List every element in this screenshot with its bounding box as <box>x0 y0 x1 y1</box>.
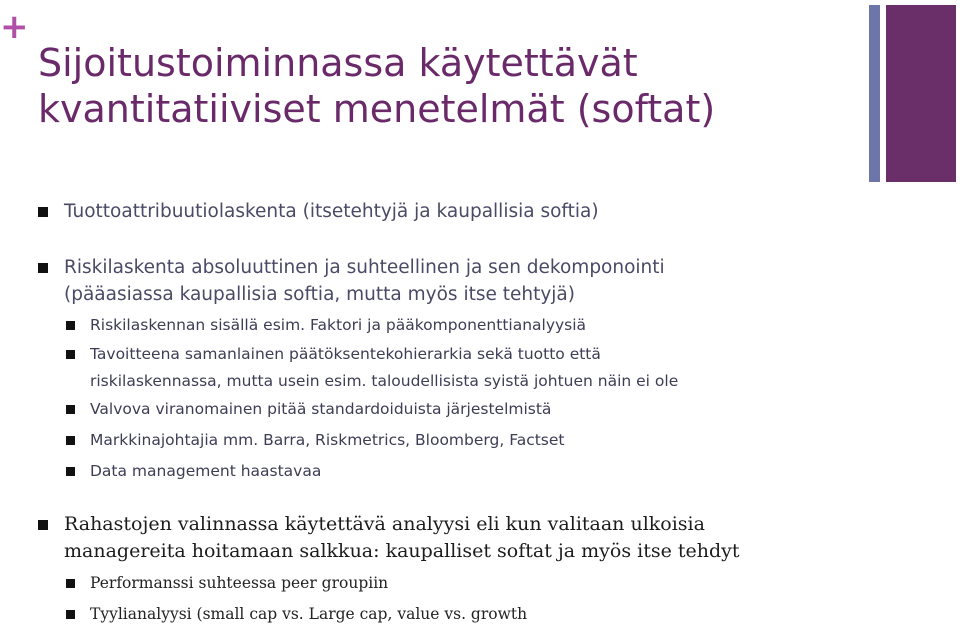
sub-bullet-text: riskilaskennassa, mutta usein esim. taloudellisista syistä johtuen näin ei ole <box>90 372 679 390</box>
sub-bullet-text: Valvova viranomainen pitää standardoiduista järjestelmistä <box>90 400 552 418</box>
bullet-item <box>64 254 665 308</box>
bullet-item <box>64 511 740 565</box>
sub-bullet-item <box>90 396 551 423</box>
square-bullet-icon <box>66 436 75 445</box>
sub-bullet-item <box>90 458 321 485</box>
square-bullet-icon <box>38 207 48 217</box>
sub-bullet-text: Tyylianalyysi (small cap vs. Large cap, value vs. growth <box>90 605 528 623</box>
square-bullet-icon <box>66 610 75 619</box>
slide-title <box>38 40 715 132</box>
bullet-text: (pääasiassa kaupallisia softia, mutta myös itse tehtyjä) <box>64 284 575 305</box>
slide-title-line: kvantitatiiviset menetelmät (softat) <box>38 87 716 131</box>
sub-bullet-item <box>90 427 564 454</box>
decorative-bar-thick <box>886 5 956 182</box>
bullet-text: Rahastojen valinnassa käytettävä analyysi eli kun valitaan ulkoisia <box>64 513 705 535</box>
sub-bullet-item <box>90 312 586 339</box>
sub-bullet-text: Riskilaskennan sisällä esim. Faktori ja pääkomponenttianalyysiä <box>90 316 587 334</box>
sub-bullet-text: Performanssi suhteessa peer groupiin <box>90 574 389 592</box>
square-bullet-icon <box>66 467 75 476</box>
sub-bullet-item <box>90 570 388 597</box>
bullet-item <box>64 198 599 225</box>
bullet-text: Tuottoattribuutiolaskenta (itsetehtyjä ja kaupallisia softia) <box>64 201 599 222</box>
square-bullet-icon <box>38 263 48 273</box>
sub-bullet-text: Markkinajohtajia mm. Barra, Riskmetrics, Bloomberg, Factset <box>90 431 565 449</box>
square-bullet-icon <box>66 350 75 359</box>
bullet-text: managereita hoitamaan salkkua: kaupalliset softat ja myös itse tehdyt <box>64 540 740 562</box>
bullet-text: Riskilaskenta absoluuttinen ja suhteellinen ja sen dekomponointi <box>64 257 665 278</box>
sub-bullet-item <box>90 341 678 395</box>
square-bullet-icon <box>66 405 75 414</box>
sub-bullet-text: Tavoitteena samanlainen päätöksentekohierarkia sekä tuotto että <box>90 345 601 363</box>
decorative-bar-thin <box>869 5 880 182</box>
square-bullet-icon <box>66 321 75 330</box>
slide-title-line: Sijoitustoiminnassa käytettävät <box>38 41 638 85</box>
sub-bullet-item <box>90 601 527 628</box>
plus-mark-icon: + <box>0 7 29 47</box>
sub-bullet-text: Data management haastavaa <box>90 462 322 480</box>
square-bullet-icon <box>38 520 48 530</box>
square-bullet-icon <box>66 579 75 588</box>
